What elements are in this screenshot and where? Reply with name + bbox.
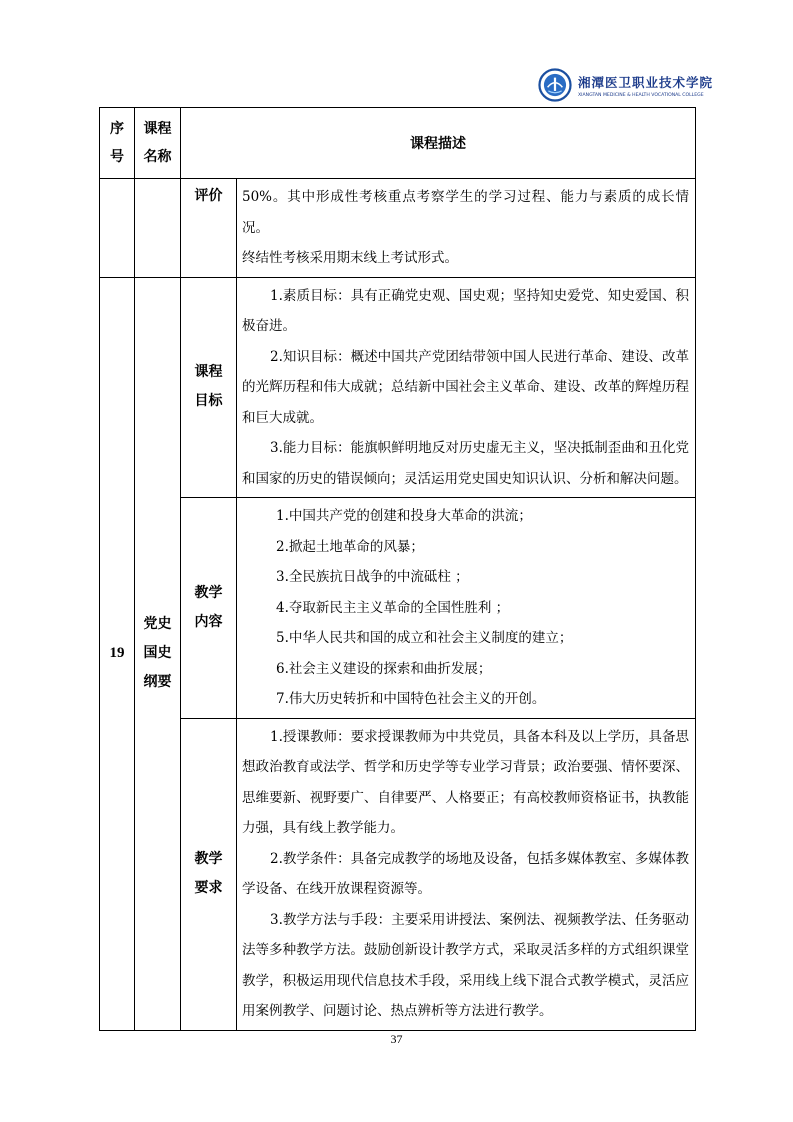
goal-item: 2.知识目标：概述中国共产党团结带领中国人民进行革命、建设、改革的光辉历程和伟大成就；总结新中国社会主义革命、建设、改革的辉煌历程和巨大成就。 bbox=[242, 348, 689, 426]
content-item: 1.中国共产党的创建和投身大革命的洪流； bbox=[276, 508, 532, 524]
content-item: 3.全民族抗日战争的中流砥柱 ； bbox=[276, 569, 469, 585]
college-name: 湘潭医卫职业技术学院 bbox=[577, 74, 713, 90]
content-item: 7.伟大历史转折和中国特色社会主义的开创。 bbox=[276, 691, 546, 707]
college-emblem-icon bbox=[538, 62, 572, 108]
content-item: 5.中华人民共和国的成立和社会主义制度的建立； bbox=[276, 630, 573, 646]
requirement-item: 2.教学条件：具备完成教学的场地及设备，包括多媒体教室、多媒体教学设备、在线开放课程资源等。 bbox=[242, 850, 689, 897]
table-header-row bbox=[100, 108, 696, 179]
header-course-name: 课程 名称 bbox=[135, 108, 181, 179]
content-item: 4.夺取新民主主义革命的全国性胜利 ； bbox=[276, 599, 510, 616]
goals-label: 课程 目标 bbox=[181, 277, 237, 498]
eval-label: 评价 bbox=[181, 179, 237, 278]
table-row bbox=[100, 718, 696, 1030]
course-number: 19 bbox=[100, 277, 135, 1030]
header-course-desc: 课程描述 bbox=[181, 108, 696, 179]
goals-desc bbox=[237, 277, 696, 498]
college-logo bbox=[538, 62, 713, 108]
page-number: 37 bbox=[390, 1032, 403, 1046]
requirement-item: 3.教学方法与手段：主要采用讲授法、案例法、视频教学法、任务驱动法等多种教学方法。鼓励创新设计教学方式，采取灵活多样的方式组织课堂教学，积极运用现代信息技术手段，采用线上线下混合式教学模式，灵活应用案例教学、问题讨论、热点辨析等方法进行教学。 bbox=[242, 911, 689, 1019]
content-desc bbox=[237, 498, 696, 719]
content-label: 教学 内容 bbox=[181, 498, 237, 719]
goal-item: 3.能力目标：能旗帜鲜明地反对历史虚无主义，坚决抵制歪曲和丑化党和国家的历史的错误倾向；灵活运用党史国史知识认识、分析和解决问题。 bbox=[242, 440, 689, 487]
table-row bbox=[100, 179, 696, 278]
college-name-en: XIANGTAN MEDICINE & HEALTH VOCATIONAL COLLEGE bbox=[577, 92, 704, 98]
content-item: 2.掀起土地革命的风暴； bbox=[276, 538, 424, 555]
goal-item: 1.素质目标：具有正确党史观、国史观；坚持知史爱党、知史爱国、积极奋进。 bbox=[242, 287, 689, 334]
requirements-label: 教学 要求 bbox=[181, 718, 237, 1030]
requirements-desc bbox=[237, 718, 696, 1030]
header-seq: 序 号 bbox=[100, 108, 135, 179]
course-name: 党史 国史 纲要 bbox=[135, 277, 181, 1030]
table-row bbox=[100, 498, 696, 719]
course-table bbox=[99, 107, 696, 1031]
content-item: 6.社会主义建设的探索和曲折发展； bbox=[276, 660, 492, 677]
table-row bbox=[100, 277, 696, 498]
eval-desc: 50%。其中形成性考核重点考察学生的学习过程、能力与素质的成长情况。 终结性考核采用期末线上考试形式。 bbox=[237, 179, 696, 278]
requirement-item: 1.授课教师：要求授课教师为中共党员，具备本科及以上学历，具备思想政治教育或法学、哲学和历史学等专业学习背景；政治要强、情怀要深、思维要新、视野要广、自律要严、人格要正；有高校教师资格证书，执教能力强，具有线上教学能力。 bbox=[242, 728, 689, 836]
